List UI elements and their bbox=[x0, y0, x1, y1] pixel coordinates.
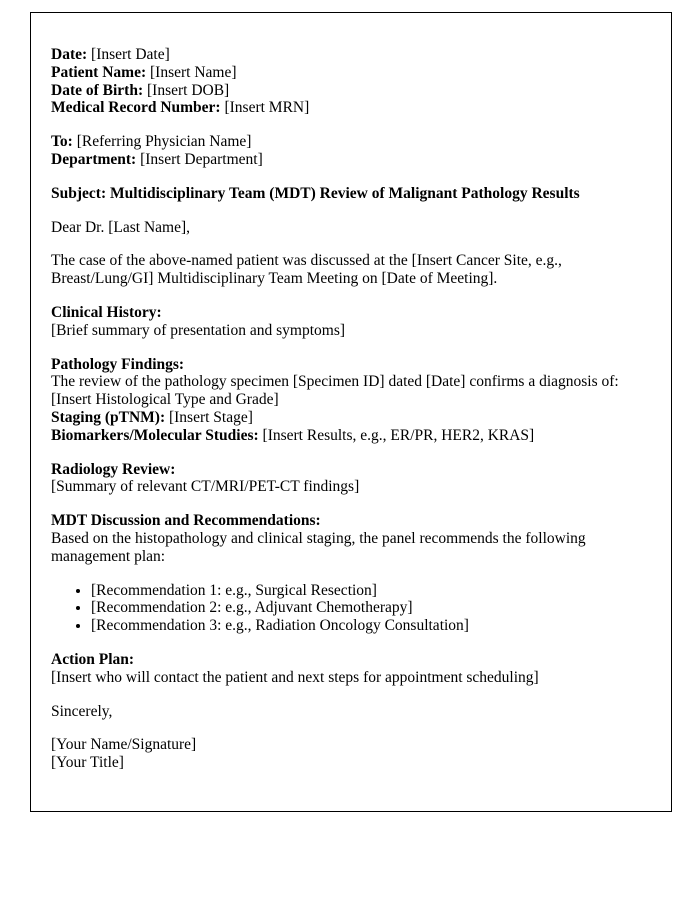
action-plan-body: [Insert who will contact the patient and next steps for appointment scheduling] bbox=[51, 668, 539, 686]
recommendation-item: • [Recommendation 3: e.g., Radiation Oncology Consultation] bbox=[91, 617, 641, 635]
recommendation-item: • [Recommendation 1: e.g., Surgical Resection] bbox=[91, 582, 641, 600]
biomarkers-value: [Insert Results, e.g., ER/PR, HER2, KRAS] bbox=[262, 426, 535, 444]
pathology-findings-section bbox=[51, 356, 641, 445]
salutation-block bbox=[51, 219, 641, 237]
document-border-frame bbox=[30, 12, 672, 812]
to-field-line bbox=[51, 133, 641, 151]
mdt-discussion-heading: MDT Discussion and Recommendations: bbox=[51, 512, 321, 530]
to-field-label: To: bbox=[51, 133, 73, 151]
dob-field-line bbox=[51, 82, 641, 100]
action-plan-heading: Action Plan: bbox=[51, 650, 135, 668]
recommendation-item: • [Recommendation 2: e.g., Adjuvant Chemotherapy] bbox=[91, 599, 641, 617]
subject-line: Subject: Multidisciplinary Team (MDT) Review of Malignant Pathology Results bbox=[51, 184, 580, 202]
biomarkers-label: Biomarkers/Molecular Studies: bbox=[51, 426, 259, 444]
mdt-discussion-body: Based on the histopathology and clinical staging, the panel recommends the following management plan: bbox=[51, 529, 586, 565]
recipient-block bbox=[51, 133, 641, 169]
radiology-review-body: [Summary of relevant CT/MRI/PET-CT findings] bbox=[51, 478, 360, 496]
dob-field-label: Date of Birth: bbox=[51, 81, 144, 99]
pathology-findings-heading: Pathology Findings: bbox=[51, 355, 185, 373]
clinical-history-heading: Clinical History: bbox=[51, 303, 162, 321]
department-field-value: [Insert Department] bbox=[140, 150, 263, 168]
department-field-label: Department: bbox=[51, 150, 137, 168]
closing-block bbox=[51, 703, 641, 721]
staging-value: [Insert Stage] bbox=[168, 408, 253, 426]
action-plan-section bbox=[51, 651, 641, 687]
patient-name-field-label: Patient Name: bbox=[51, 63, 147, 81]
signature-block bbox=[51, 736, 641, 772]
to-field-value: [Referring Physician Name] bbox=[76, 133, 252, 151]
mrn-field-label: Medical Record Number: bbox=[51, 99, 221, 117]
signature-name-line: [Your Name/Signature] bbox=[51, 736, 197, 754]
date-field-value: [Insert Date] bbox=[91, 46, 170, 63]
pathology-findings-body: The review of the pathology specimen [Specimen ID] dated [Date] confirms a diagnosis of: bbox=[51, 373, 619, 391]
recommendations-list bbox=[51, 582, 641, 635]
mrn-field-line bbox=[51, 99, 641, 117]
staging-line bbox=[51, 409, 641, 427]
closing-text: Sincerely, bbox=[51, 702, 113, 720]
intro-paragraph bbox=[51, 252, 641, 288]
pathology-diagnosis: [Insert Histological Type and Grade] bbox=[51, 391, 279, 409]
radiology-review-heading: Radiology Review: bbox=[51, 460, 176, 478]
salutation: Dear Dr. [Last Name], bbox=[51, 218, 191, 236]
clinical-history-body: [Brief summary of presentation and symptoms] bbox=[51, 321, 346, 339]
staging-label: Staging (pTNM): bbox=[51, 408, 166, 426]
intro-text: The case of the above-named patient was discussed at the [Insert Cancer Site, e.g., Breast/Lung/GI] Multidisciplinary Team Meeting on [Date of Meeting]. bbox=[51, 252, 562, 288]
biomarkers-line bbox=[51, 427, 641, 445]
mrn-field-value: [Insert MRN] bbox=[224, 99, 310, 117]
date-field-line bbox=[51, 46, 641, 64]
dob-field-value: [Insert DOB] bbox=[147, 81, 230, 99]
patient-name-field-value: [Insert Name] bbox=[150, 63, 237, 81]
signature-title-line: [Your Title] bbox=[51, 754, 124, 772]
clinical-history-section bbox=[51, 304, 641, 340]
date-field-label: Date: bbox=[51, 46, 88, 63]
patient-info-block bbox=[51, 46, 641, 117]
radiology-review-section bbox=[51, 461, 641, 497]
mdt-discussion-section bbox=[51, 512, 641, 635]
department-field-line bbox=[51, 151, 641, 169]
patient-name-field-line bbox=[51, 64, 641, 82]
subject-block bbox=[51, 185, 641, 203]
